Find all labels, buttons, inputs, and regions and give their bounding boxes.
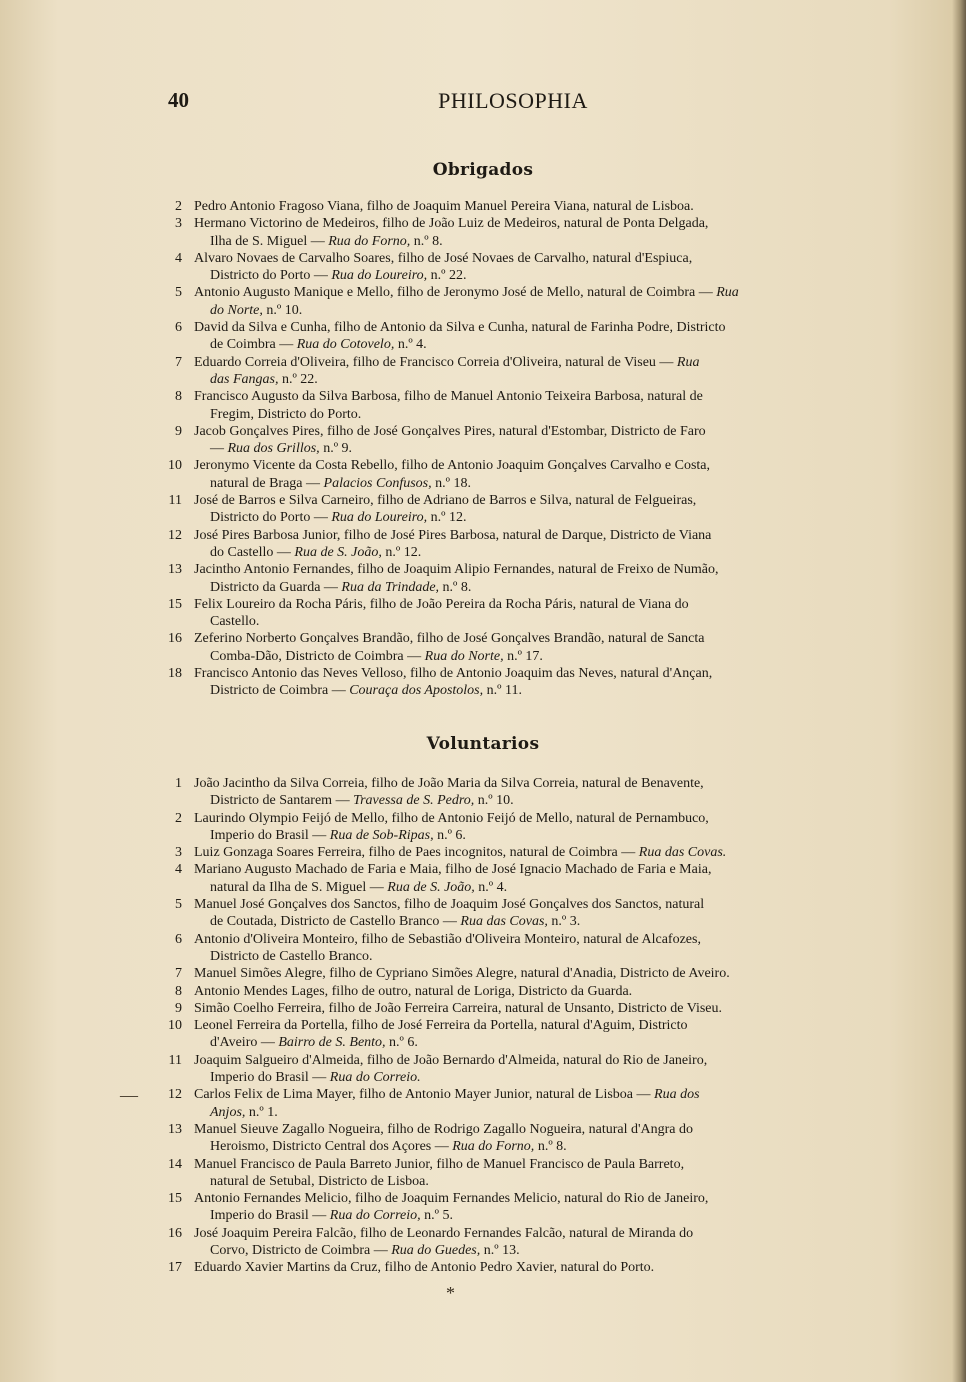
entry-house-number: n.º 9. (323, 441, 353, 457)
entry-continuation (194, 406, 854, 423)
entry-text: Leonel Ferreira da Portella, filho de José Ferreira da Portella, natural d'Aguim, Districto (194, 1018, 688, 1034)
entry-continuation (194, 827, 854, 844)
entry-street-start: Rua (716, 285, 739, 301)
entry-text: Jacob Gonçalves Pires, filho de José Gonçalves Pires, natural d'Estombar, Districto de Faro (194, 423, 706, 439)
obrigados-list (160, 198, 854, 700)
entry-street: das Fangas, (210, 371, 279, 387)
entry-street: do Norte, (210, 302, 263, 318)
entry-street: Rua da Trindade, (341, 579, 440, 595)
entry-street: Rua do Forno, (328, 233, 411, 249)
entry-number: 3 (175, 845, 182, 861)
entry-street: Travessa de S. Pedro, (353, 793, 475, 809)
entry-location: de Coimbra — (210, 337, 294, 353)
list-item (160, 319, 854, 354)
list-item (160, 198, 854, 215)
page-edge-shadow (952, 0, 966, 1382)
entry-number: 6 (175, 320, 182, 336)
entry-continuation (194, 1138, 854, 1155)
entry-house-number: n.º 4. (478, 879, 508, 895)
entry-number: 16 (168, 631, 182, 647)
entry-house-number: n.º 6. (389, 1035, 418, 1051)
entry-location: Corvo, Districto de Coimbra — (210, 1243, 388, 1259)
entry-location: Districto do Porto — (210, 268, 328, 284)
entry-street: Rua de S. João, (294, 544, 382, 560)
list-item (160, 250, 854, 285)
list-item (160, 844, 854, 861)
entry-street: Anjos, (210, 1104, 246, 1120)
entry-number: 3 (175, 216, 182, 232)
page-header (168, 88, 858, 118)
entry-house-number: n.º 8. (442, 579, 472, 595)
entry-number: 4 (175, 250, 182, 266)
list-item (160, 810, 854, 845)
entry-continuation (194, 302, 854, 319)
entry-location: Imperio do Brasil — (210, 1070, 327, 1086)
list-item (160, 1052, 854, 1087)
entry-location: Districto da Guarda — (210, 579, 338, 595)
entry-number: 11 (168, 493, 182, 509)
entry-street: Rua do Loureiro, (331, 510, 428, 526)
entry-text: Antonio Augusto Manique e Mello, filho de Jeronymo José de Mello, natural de Coimbra — (194, 285, 713, 301)
entry-text: Antonio Fernandes Melicio, filho de Joaquim Fernandes Melicio, natural do Rio de Janeiro, (194, 1191, 709, 1207)
entry-continuation (194, 1207, 854, 1224)
entry-text: João Jacintho da Silva Correia, filho de João Maria da Silva Correia, natural de Benavente, (194, 776, 704, 791)
list-item (160, 1225, 854, 1260)
entry-house-number: n.º 12. (385, 544, 422, 560)
entry-continuation (194, 1069, 854, 1086)
entry-number: 5 (175, 897, 182, 913)
entry-location: Districto de Coimbra — (210, 683, 346, 699)
list-item (160, 492, 854, 527)
entry-text: Simão Coelho Ferreira, filho de João Ferreira Carreira, natural de Unsanto, Districto de Viseu. (194, 1000, 723, 1016)
list-item (160, 457, 854, 492)
list-item (160, 1259, 854, 1276)
entry-text: David da Silva e Cunha, filho de Antonio da Silva e Cunha, natural de Farinha Podre, Districto (194, 320, 726, 336)
entry-continuation (194, 509, 854, 526)
entry-street: Rua dos Grillos, (227, 441, 320, 457)
list-item (160, 1086, 854, 1121)
entry-number: 15 (168, 596, 182, 612)
entry-text: Jacintho Antonio Fernandes, filho de Joaquim Alipio Fernandes, natural de Freixo de Numão, (194, 562, 719, 578)
entry-house-number: n.º 17. (507, 648, 543, 664)
entry-continuation (194, 475, 854, 492)
list-item (160, 1156, 854, 1191)
entry-text: Zeferino Norberto Gonçalves Brandão, filho de José Gonçalves Brandão, natural de Sancta (194, 631, 705, 647)
entry-location: de Coutada, Districto de Castello Branco — (210, 914, 457, 930)
list-item (160, 1000, 854, 1017)
entry-continuation (194, 579, 854, 596)
entry-text: Eduardo Xavier Martins da Cruz, filho de Antonio Pedro Xavier, natural do Porto. (194, 1260, 655, 1276)
entry-street: Rua do Norte, (424, 648, 504, 664)
list-item (160, 630, 854, 665)
entry-house-number: n.º 3. (551, 914, 581, 930)
entry-number: 7 (175, 354, 182, 370)
entry-street: Rua do Loureiro, (331, 268, 428, 284)
entry-number: 13 (168, 1121, 182, 1137)
entry-location: natural de Braga — (210, 475, 321, 491)
entry-continuation (194, 682, 854, 699)
entry-text: Manuel Francisco de Paula Barreto Junior, filho de Manuel Francisco de Paula Barreto, (194, 1156, 685, 1172)
entry-house-number: n.º 5. (424, 1208, 453, 1224)
list-item (160, 423, 854, 458)
list-item (160, 596, 854, 631)
list-item (160, 1121, 854, 1156)
entry-text: Joaquim Salgueiro d'Almeida, filho de João Bernardo d'Almeida, natural do Rio de Janeiro, (194, 1052, 708, 1068)
entry-text: Felix Loureiro da Rocha Páris, filho de João Pereira da Rocha Páris, natural de Viana do (194, 596, 689, 612)
entry-house-number: n.º 6. (437, 827, 466, 843)
list-item (160, 965, 854, 982)
entry-number: 8 (175, 389, 182, 405)
entry-number: 8 (175, 983, 182, 999)
entry-number: 16 (168, 1225, 182, 1241)
entry-text: Francisco Augusto da Silva Barbosa, filho de Manuel Antonio Teixeira Barbosa, natural de (194, 389, 703, 405)
entry-continuation (194, 648, 854, 665)
entry-location: Districto de Santarem — (210, 793, 350, 809)
list-item (160, 861, 854, 896)
entry-text: Alvaro Novaes de Carvalho Soares, filho de José Novaes de Carvalho, natural d'Espiuca, (194, 250, 693, 266)
entry-street: Rua de S. João, (387, 879, 475, 895)
entry-text: José Pires Barbosa Junior, filho de José Pires Barbosa, natural de Darque, Districto de Viana (194, 527, 712, 543)
entry-location: Districto de Castello Branco. (210, 948, 373, 964)
entry-number: 7 (175, 966, 182, 982)
entry-text: Manuel Sieuve Zagallo Nogueira, filho de Rodrigo Zagallo Nogueira, natural d'Angra do (194, 1121, 693, 1137)
entry-street-start: Rua das Covas. (638, 845, 727, 861)
voluntarios-list (160, 775, 854, 1277)
entry-street: Rua do Cotovelo, (296, 337, 395, 353)
margin-dash-mark: — (120, 1085, 138, 1105)
entry-continuation (194, 544, 854, 561)
entry-continuation (194, 613, 854, 630)
entry-street: Rua do Correio, (329, 1208, 421, 1224)
entry-text: Antonio Mendes Lages, filho de outro, natural de Loriga, Districto da Guarda. (194, 983, 633, 999)
entry-house-number: n.º 8. (537, 1139, 567, 1155)
list-item (160, 931, 854, 966)
entry-house-number: n.º 4. (397, 337, 427, 353)
entry-house-number: n.º 18. (435, 475, 471, 491)
entry-location: Districto do Porto — (210, 510, 328, 526)
entry-street: Rua do Correio. (329, 1070, 421, 1086)
entry-location: Fregim, Districto do Porto. (210, 406, 362, 422)
entry-house-number: n.º 11. (486, 683, 522, 699)
entry-number: 1 (175, 776, 182, 791)
list-item (160, 215, 854, 250)
entry-continuation (194, 371, 854, 388)
entry-house-number: n.º 1. (248, 1104, 278, 1120)
list-item (160, 561, 854, 596)
entry-street: Rua de Sob-Ripas, (329, 827, 434, 843)
entry-street: Couraça dos Apostolos, (349, 683, 484, 699)
entry-text: Luiz Gonzaga Soares Ferreira, filho de Paes incognitos, natural de Coimbra — (194, 845, 636, 861)
entry-number: 12 (168, 527, 182, 543)
entry-location: — (210, 441, 224, 457)
entry-number: 11 (168, 1052, 182, 1068)
entry-street: Rua do Guedes, (391, 1243, 481, 1259)
entry-location: Ilha de S. Miguel — (210, 233, 325, 249)
section-heading-voluntarios: Voluntarios (426, 734, 540, 754)
entry-text: Francisco Antonio das Neves Velloso, filho de Antonio Joaquim das Neves, natural d'Ançan, (194, 666, 713, 682)
entry-street: Rua do Forno, (452, 1139, 535, 1155)
entry-continuation (194, 1173, 854, 1190)
list-item (160, 665, 854, 700)
list-item (160, 527, 854, 562)
entry-number: 9 (175, 423, 182, 439)
section-heading-obrigados: Obrigados (432, 160, 534, 180)
entry-house-number: n.º 10. (266, 302, 303, 318)
list-item (160, 896, 854, 931)
page-end-mark: * (446, 1283, 455, 1303)
list-item (160, 983, 854, 1000)
entry-continuation (194, 1034, 854, 1051)
entry-location: natural de Setubal, Districto de Lisboa. (210, 1173, 429, 1189)
entry-text: Manuel José Gonçalves dos Sanctos, filho de Joaquim José Gonçalves dos Sanctos, natural (194, 897, 705, 913)
list-item (160, 1190, 854, 1225)
entry-text: Carlos Felix de Lima Mayer, filho de Antonio Mayer Junior, natural de Lisboa — (194, 1087, 651, 1103)
entry-continuation (194, 913, 854, 930)
entry-street: Palacios Confusos, (323, 475, 432, 491)
entry-house-number: n.º 13. (483, 1243, 520, 1259)
entry-location: Castello. (210, 614, 260, 630)
entry-continuation (194, 948, 854, 965)
entry-text: Antonio d'Oliveira Monteiro, filho de Sebastião d'Oliveira Monteiro, natural de Alcafozes, (194, 931, 701, 947)
entry-street: Bairro de S. Bento, (278, 1035, 386, 1051)
entry-text: Mariano Augusto Machado de Faria e Maia, filho de José Ignacio Machado de Faria e Maia, (194, 862, 712, 878)
entry-number: 14 (168, 1156, 182, 1172)
entry-continuation (194, 336, 854, 353)
entry-continuation (194, 1104, 854, 1121)
entry-street-start: Rua dos (654, 1087, 700, 1103)
entry-number: 4 (175, 862, 182, 878)
entry-number: 13 (168, 562, 182, 578)
list-item (160, 1017, 854, 1052)
running-title: PHILOSOPHIA (438, 88, 588, 113)
list-item (160, 354, 854, 389)
entry-number: 18 (168, 666, 182, 682)
entry-text: Laurindo Olympio Feijó de Mello, filho de Antonio Feijó de Mello, natural de Pernambuco, (194, 810, 709, 826)
entry-house-number: n.º 8. (413, 233, 443, 249)
entry-number: 10 (168, 1018, 182, 1034)
entry-text: Manuel Simões Alegre, filho de Cypriano Simões Alegre, natural d'Anadia, Districto de Aveiro. (194, 966, 730, 982)
entry-continuation (194, 267, 854, 284)
entry-number: 6 (175, 931, 182, 947)
entry-location: d'Aveiro — (210, 1035, 275, 1051)
entry-continuation (194, 1242, 854, 1259)
entry-text: Jeronymo Vicente da Costa Rebello, filho de Antonio Joaquim Gonçalves Carvalho e Costa, (194, 458, 711, 474)
entry-number: 12 (168, 1087, 182, 1103)
entry-house-number: n.º 12. (430, 510, 467, 526)
page-number: 40 (168, 88, 189, 112)
entry-continuation (194, 440, 854, 457)
entry-continuation (194, 233, 854, 250)
entry-text: José de Barros e Silva Carneiro, filho de Adriano de Barros e Silva, natural de Felgueiras, (194, 493, 697, 509)
entry-text: José Joaquim Pereira Falcão, filho de Leonardo Fernandes Falcão, natural de Miranda do (194, 1225, 694, 1241)
entry-location: Imperio do Brasil — (210, 827, 327, 843)
entry-text: Hermano Victorino de Medeiros, filho de João Luiz de Medeiros, natural de Ponta Delgada, (194, 216, 709, 232)
entry-street-start: Rua (676, 354, 700, 370)
list-item (160, 388, 854, 423)
entry-house-number: n.º 22. (430, 268, 467, 284)
entry-number: 10 (168, 458, 182, 474)
entry-number: 2 (175, 810, 182, 826)
list-item (160, 284, 854, 319)
entry-number: 2 (175, 199, 182, 214)
entry-location: do Castello — (210, 544, 291, 560)
entry-house-number: n.º 10. (477, 793, 514, 809)
entry-street: Rua das Covas, (460, 914, 548, 930)
entry-text: Eduardo Correia d'Oliveira, filho de Francisco Correia d'Oliveira, natural de Viseu — (194, 354, 674, 370)
entry-location: Imperio do Brasil — (210, 1208, 327, 1224)
entry-number: 9 (175, 1000, 182, 1016)
list-item (160, 775, 854, 810)
entry-number: 15 (168, 1191, 182, 1207)
entry-text: Pedro Antonio Fragoso Viana, filho de Joaquim Manuel Pereira Viana, natural de Lisboa. (194, 199, 694, 214)
entry-location: natural da Ilha de S. Miguel — (210, 879, 384, 895)
entry-continuation (194, 792, 854, 809)
entry-continuation (194, 879, 854, 896)
entry-number: 5 (175, 285, 182, 301)
entry-location: Comba-Dão, Districto de Coimbra — (210, 648, 422, 664)
entry-number: 17 (168, 1260, 182, 1276)
entry-house-number: n.º 22. (281, 371, 318, 387)
entry-location: Heroismo, Districto Central dos Açores — (210, 1139, 449, 1155)
